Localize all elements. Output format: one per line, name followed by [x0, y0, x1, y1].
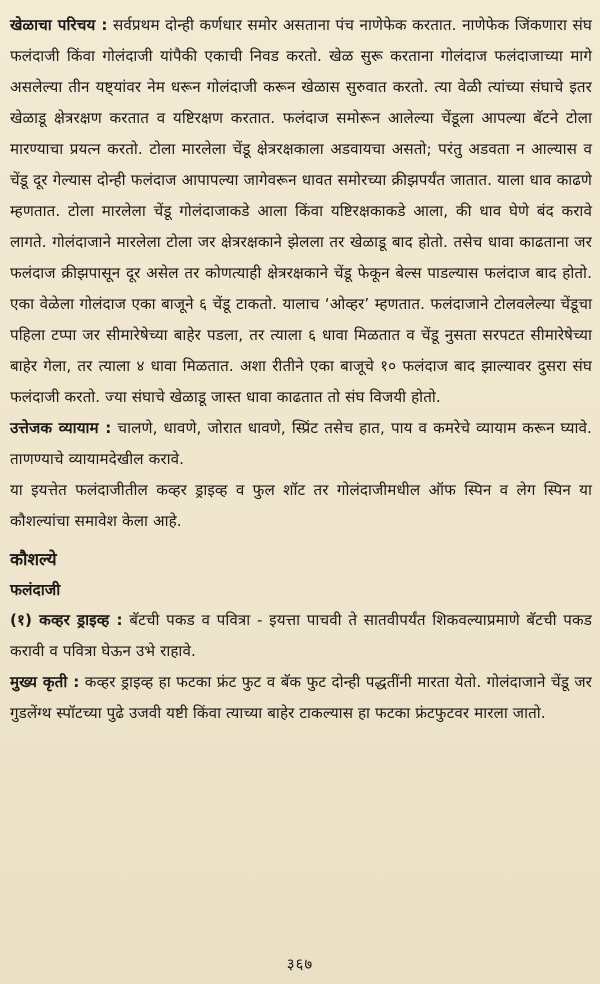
- cover-drive-text: बॅटची पकड व पवित्रा - इयत्ता पाचवी ते सातवीपर्यंत शिकवल्याप्रमाणे बॅटची पकड करावी व पवित्रा घेऊन उभे राहावे.: [10, 611, 592, 660]
- warmup-text: चालणे, धावणे, जोरात धावणे, स्प्रिंट तसेच हात, पाय व कमरेचे व्यायाम करून घ्यावे. ताणण्याचे व्यायामदेखील करावे.: [10, 419, 592, 468]
- main-action-text: कव्हर ड्राइव्ह हा फटका फ्रंट फुट व बॅक फुट दोन्ही पद्धतींनी मारता येतो. गोलंदाजाने चेंडू जर गुडलेंग्थ स्पॉटच्या पुढे उजवी यष्टी किंवा त्याच्या बाहेर टाकल्यास हा फटका फ्रंटफुटवर मारला जातो.: [10, 673, 592, 722]
- game-introduction-text: सर्वप्रथम दोन्ही कर्णधार समोर असताना पंच नाणेफेक करतात. नाणेफेक जिंकणारा संघ फलंदाजी किंवा गोलंदाजी यांपैकी एकाची निवड करतो. खेळ सुरू करताना गोलंदाज फलंदाजाच्या मागे असलेल्या तीन यष्ट्यांवर नेम धरून गोलंदाजी करून खेळास सुरुवात करतो. त्या वेळी त्यांच्या संघाचे इतर खेळाडू क्षेत्ररक्षण करतात व यष्टिरक्षण करतात. फलंदाज समोरून आलेल्या चेंडूला आपल्या बॅटने टोला मारण्याचा प्रयत्न करतो. टोला मारलेला चेंडू क्षेत्ररक्षकाला अडवायचा असतो; परंतु अडवता न आल्यास व चेंडू दूर गेल्यास दोन्ही फलंदाज आपापल्या जागेवरून धावत समोरच्या क्रीझपर्यंत जातात. याला धाव काढणे म्हणतात. टोला मारलेला चेंडू गोलंदाजाकडे आला किंवा यष्टिरक्षकाकडे आला, की धाव घेणे बंद करावे लागते. गोलंदाजाने मारलेला टोला जर क्षेत्ररक्षकाने झेलला तर खेळाडू बाद होतो. तसेच धावा काढताना जर फलंदाज क्रीझपासून दूर असेल तर कोणत्याही क्षेत्ररक्षकाने चेंडू फेकून बेल्स पाडल्यास फलंदाज बाद होतो. एका वेळेला गोलंदाज एका बाजूने ६ चेंडू टाकतो. यालाच ‘ओव्हर’ म्हणतात. फलंदाजाने टोलवलेल्या चेंडूचा पहिला टप्पा जर सीमारेषेच्या बाहेर पडला, तर त्याला ६ धावा मिळतात व चेंडू नुसता सरपटत सीमारेषेच्या बाहेर गेला, तर त्याला ४ धावा मिळतात. अशा रीतीने एका बाजूचे १० फलंदाज बाद झाल्यावर दुसरा संघ फलंदाजी करतो. ज्या संघाचे खेळाडू जास्त धावा काढतात तो संघ विजयी होतो.: [10, 16, 592, 406]
- warmup-heading: उत्तेजक व्यायाम :: [10, 419, 112, 437]
- scope-text: या इयत्तेत फलंदाजीतील कव्हर ड्राइव्ह व फुल शॉट तर गोलंदाजीमधील ऑफ स्पिन व लेग स्पिन या कौशल्यांचा समावेश केला आहे.: [10, 481, 592, 530]
- cover-drive-heading: (१) कव्हर ड्राइव्ह :: [10, 611, 123, 629]
- batting-heading: फलंदाजी: [10, 581, 61, 599]
- main-action-heading: मुख्य कृती :: [10, 673, 80, 691]
- cover-drive-paragraph: [10, 605, 592, 667]
- scope-paragraph: [10, 475, 592, 537]
- skills-heading: कौशल्ये: [10, 550, 57, 570]
- main-action-paragraph: [10, 667, 592, 729]
- warmup-paragraph: [10, 413, 592, 475]
- game-introduction-paragraph: [10, 10, 592, 413]
- game-introduction-heading: खेळाचा परिचय :: [10, 16, 108, 34]
- page-number: ३६७: [286, 955, 314, 973]
